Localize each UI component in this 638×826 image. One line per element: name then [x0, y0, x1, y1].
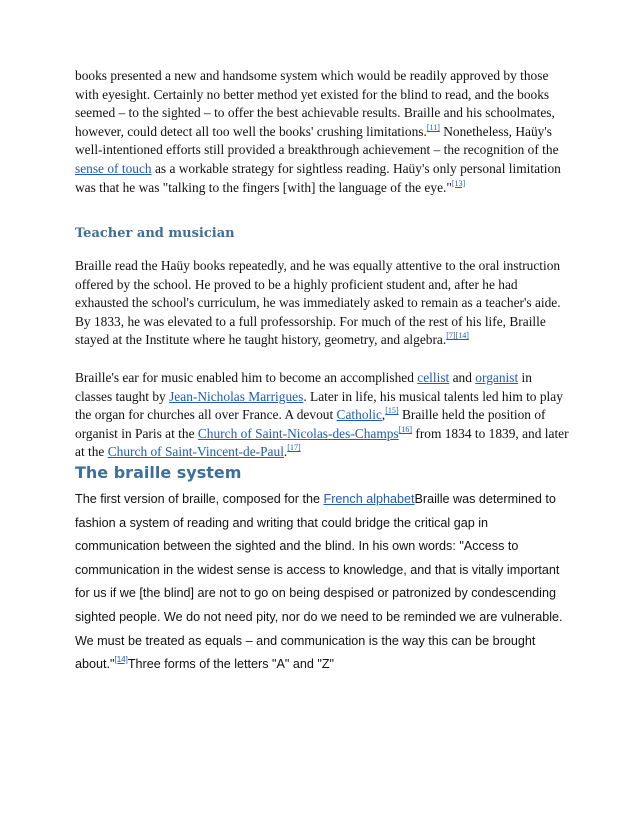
link-church-saint-vincent[interactable]: Church of Saint-Vincent-de-Paul	[107, 444, 284, 460]
citation-13[interactable]: [13]	[451, 178, 466, 188]
link-jean-nicholas-marrigues[interactable]: Jean-Nicholas Marrigues	[169, 388, 304, 404]
paragraph-teacher: Braille read the Haüy books repeatedly, and he was equally attentive to the oral instruction offered by the school. He proved to be a highly proficient student and, after he had exhausted the school's curriculum, he was immediately asked to remain as a teacher's aide. By 1833, he was elevated to a full professorship. For much of the rest of his life, Braille stayed at the Institute where he taught history, geometry, and algebra.[7][14]	[75, 258, 561, 348]
citation-16[interactable]: [16]	[398, 424, 413, 434]
link-cellist[interactable]: cellist	[417, 370, 450, 385]
paragraph-hauy-books: books presented a new and handsome system which would be readily approved by those with eyesight. Certainly no better method yet existed for the blind to read, and the books seemed – to the sighted – to offer the best achievable results. Braille and his schoolmates, however, could detect all too well the books' crushing limitations.[11] Nonetheless, Haüy's well-intentioned efforts still provided a breakthrough achievement – the recognition of the sense of touch as a workable strategy for sightless reading. Haüy's only personal limitation was that he was "talking to the fingers [with] the language of the eye."[13]	[75, 68, 561, 195]
citation-11[interactable]: [11]	[426, 122, 440, 132]
paragraph-musician: Braille's ear for music enabled him to become an accomplished cellist and organist in classes taught by Jean-Nicholas Marrigues. Later in life, his musical talents led him to play the organ for churches all over France. A devout Catholic,[15] Braille held the position of organist in Paris at the Church of Saint-Nicolas-des-Champs[16] from 1834 to 1839, and later at the Church of Saint-Vincent-de-Paul.[17]	[75, 370, 569, 460]
link-catholic[interactable]: Catholic	[336, 407, 382, 423]
heading-braille-system: The braille system	[75, 463, 242, 482]
link-church-saint-nicolas[interactable]: Church of Saint-Nicolas-des-Champs	[197, 425, 399, 441]
citation-15[interactable]: [15]	[385, 406, 399, 416]
link-organist[interactable]: organist	[475, 370, 519, 385]
paragraph-braille-system: The first version of braille, composed for the French alphabetBraille was determined to fashion a system of reading and writing that could bridge the critical gap in communication between the sighted and the blind. In his own words: "Access to communication in the widest sense is access to knowledge, and that is vitally important for us if we [the blind] are not to go on being despised or patronized by condescending sighted people. We do not need pity, nor do we need to be reminded we are vulnerable. We must be treated as equals – and communication is the way this can be brought about."[14]Three forms of the letters "A" and "Z"	[75, 492, 563, 672]
citation-14[interactable]: [14]	[114, 655, 128, 665]
citation-17[interactable]: [17]	[287, 443, 301, 453]
heading-teacher-and-musician: Teacher and musician	[75, 226, 235, 241]
citation-7-14[interactable]: [7][14]	[446, 331, 469, 341]
link-french-alphabet[interactable]: French alphabet	[323, 492, 415, 506]
link-sense-of-touch[interactable]: sense of touch	[75, 160, 152, 176]
